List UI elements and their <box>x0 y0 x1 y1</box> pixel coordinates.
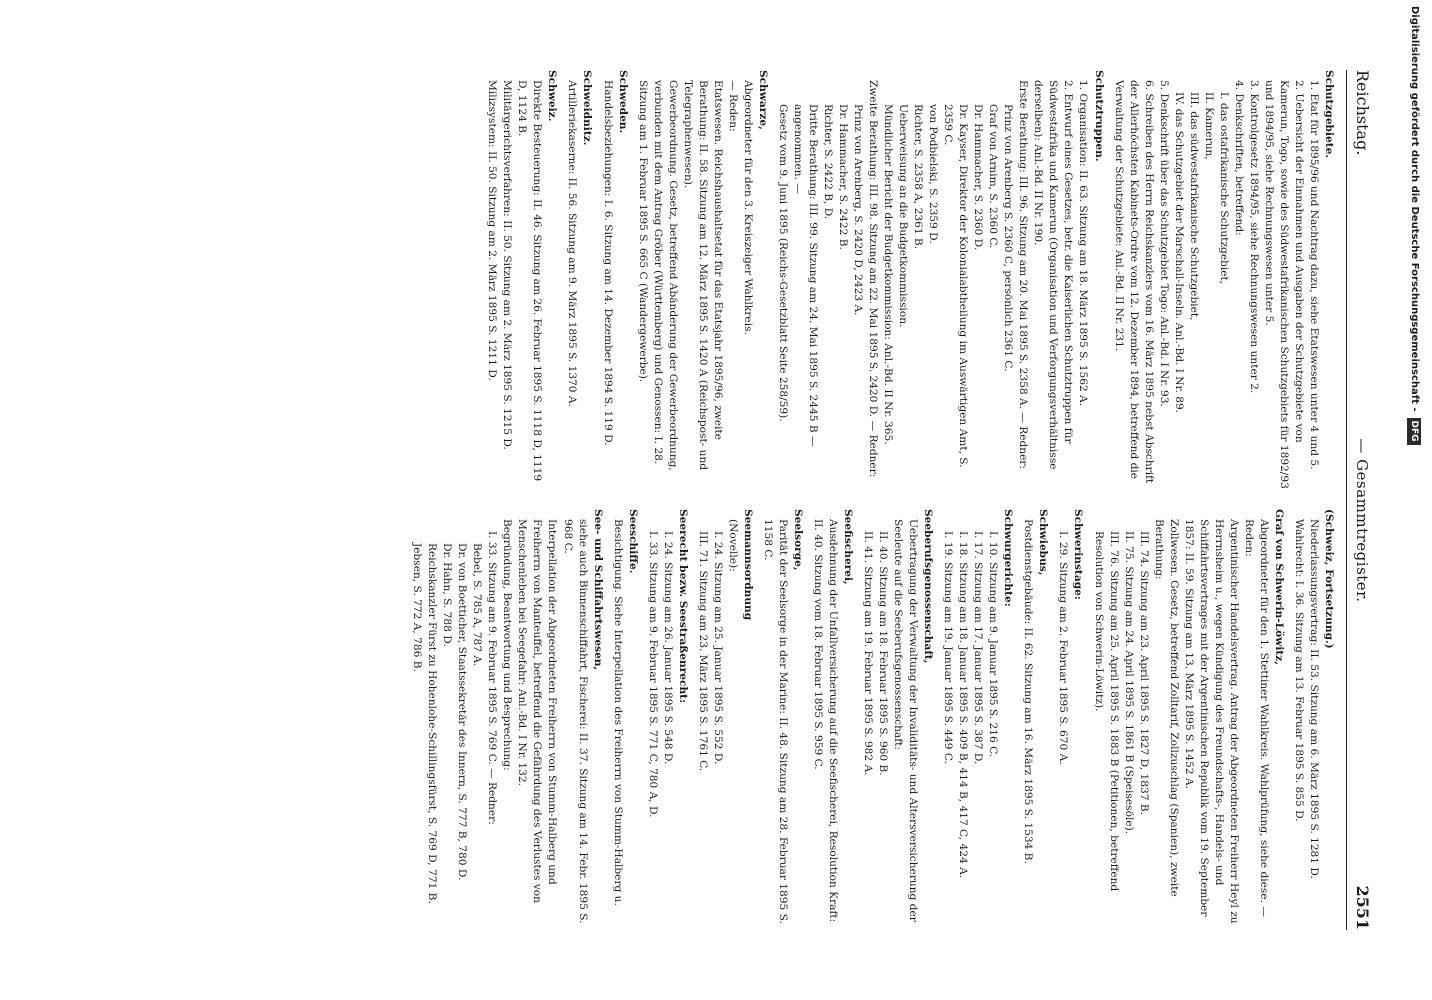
entry-headword: Schwarze, <box>756 70 769 130</box>
entry-line: Gesetz vom 9. Juni 1895 (Reichs-Gesetzblatt Seite 258/59). <box>776 104 789 422</box>
entry-headword: Schwerinstage: <box>1072 509 1085 600</box>
entry-headword: Schweidnitz. <box>581 70 594 146</box>
entry-headword: Seeschiffe. <box>626 509 639 574</box>
entry-line: (Novelle): <box>726 519 739 572</box>
index-entry <box>860 509 935 930</box>
index-column-right <box>404 509 1336 930</box>
entry-line: I. 33. Sitzung am 9. Februar 1895 S. 771 C, 780 A, D. <box>646 531 659 818</box>
entry-line: I. 19. Sitzung am 19. Januar 1895 S. 449 C. <box>942 531 955 764</box>
header-left: Reichstag. <box>1353 70 1372 156</box>
entry-headword: Schutztruppen. <box>1092 70 1105 162</box>
index-entry <box>1055 509 1085 930</box>
entry-line: Dritte Berathung: III. 99. Sitzung am 24. Mai 1895 S. 2445 B — angenommen. — <box>791 104 819 447</box>
index-entry <box>775 70 1106 491</box>
entry-line: Parität der Seelsorge in der Marine: II. 48. Sitzung am 28. Februar 1895 S. 1158 C. <box>761 519 789 924</box>
index-columns <box>404 70 1336 930</box>
index-entry <box>760 509 805 930</box>
entry-line: Prinz von Arenberg, S. 2420 D, 2423 A. <box>852 104 865 316</box>
index-entry <box>1291 509 1336 930</box>
entry-line: II. Kamerun, <box>1202 92 1215 160</box>
index-entry <box>484 70 559 491</box>
index-entry <box>635 70 770 491</box>
entry-line: Direkte Besteuerung: II. 46. Sitzung am 26. Februar 1895 S. 1118 D, 1119 D, 1124 B. <box>516 80 544 482</box>
index-entry <box>409 509 604 930</box>
entry-headword: Schwiebus, <box>1037 509 1050 576</box>
entry-headword: See- und Schiffahrtswesen, <box>591 509 604 671</box>
entry-line: Niederlassungsvertrag: II. 53. Sitzung am 6. März 1895 S. 1281 D. <box>1307 519 1320 879</box>
entry-line: 6. Schreiben des Herrn Reichskanzlers vom 16. März 1895 nebst Abschrift der Allerhöchsten Kabinets-Ordre vom 12. Dezember 1894, betreffend die Verwaltung der Schutzgebiete: Anl.-Bd. II Nr. 231. <box>1112 80 1155 484</box>
index-entry <box>810 509 855 930</box>
entry-line: Postdienstgebäude: II. 62. Sitzung am 16. März 1895 S. 1534 B. <box>1022 519 1035 864</box>
entry-line: Abgeordneter für den 1. Stettiner Wahlkreis. Wahlprüfung, siehe diese. — Reden: <box>1242 519 1270 917</box>
entry-line: II. 41. Sitzung am 19. Februar 1895 S. 982 A. <box>862 531 875 776</box>
entry-line: Dr. Kayser, Direktor der Kolonialabtheilung im Auswärtigen Amt, S. 2359 C. <box>942 104 970 468</box>
entry-line: Handelsbeziehungen: I. 6. Sitzung am 14. Dezember 1894 S. 119 D. <box>601 80 614 446</box>
entry-line: Abgeordneter für den 3. Kreiszeiger Wahlkreis. <box>741 80 754 335</box>
entry-line: Artilleriekaserne: II. 56. Sitzung am 9. März 1895 S. 1370 A. <box>566 80 579 407</box>
entry-line: Begründung, Beantwortung und Besprechung: <box>501 519 514 771</box>
entry-line: Gewerbeordnung. Gesetz, betreffend Abänderung der Gewerbeordnung, verbunden mit dem Antrag Gröber (Württemberg) und Genossen: I. 28. Sitzung am 1. Februar 1895 S. 665 C (Wandergewerbe). <box>636 80 679 471</box>
entry-line: I. 24. Sitzung am 25. Januar 1895 S. 552 D. <box>711 531 724 765</box>
entry-line: von Podbielski, S. 2359 D. <box>927 104 940 244</box>
entry-line: Ausdehnung der Unfallversicherung auf die Seefischerei, Resolution Kraft: II. 40. Sitzung vom 18. Februar 1895 S. 959 C. <box>812 519 840 923</box>
entry-headword: (Schweiz, Fortsetzung.) <box>1323 509 1335 649</box>
entry-line: III. 76. Sitzung am 25. April 1895 S. 1883 B (Petitionen, betreffend Resolution von Schwerin-Löwitz). <box>1092 531 1120 892</box>
entry-line: Dr. Hammacher, S. 2360 D. <box>972 104 985 251</box>
entry-line: I. 10. Sitzung am 9. Januar 1895 S. 216 C. <box>987 531 1000 758</box>
entry-line: 1. Etat für 1895/96 und Nachtrag dazu, siehe Etatswesen unter 4 und 5. <box>1307 80 1320 470</box>
entry-line: I. 18. Sitzung am 18. Januar 1895 S. 409 B, 414 B, 417 C, 424 A. <box>957 531 970 879</box>
entry-line: I. 33. Sitzung am 9. Februar 1895 S. 769 C. — Redner: <box>486 531 499 825</box>
entry-line: Zollwesen. Gesetz, betreffend Zolltarif, Zollzuschlag (Spanien), zweite Berathung: <box>1152 519 1180 897</box>
entry-line: Etatswesen. Reichshaushaltsetat für das Etatsjahr 1895/96, zweite Berathung: II. 58. Sitzung am 12. März 1895 S. 1420 A (Reichspost- und Telegraphenwesen). <box>681 80 724 471</box>
entry-line: Dr. Hammacher, S. 2422 B. <box>837 104 849 250</box>
entry-line: I. 17. Sitzung am 17. Januar 1895 S. 387 D. <box>972 531 985 765</box>
entry-line: Milizsystem: II. 50. Sitzung am 2. März 1895 S. 1211 D. <box>486 80 499 381</box>
entry-headword: Schweiz. <box>546 70 559 122</box>
index-entry <box>564 70 594 491</box>
index-entry <box>645 509 690 930</box>
index-entry <box>940 509 1015 930</box>
entry-headword: Schweden. <box>616 70 629 134</box>
index-entry <box>610 509 640 930</box>
entry-line: Mündlicher Bericht der Budgetkommission: Anl.-Bd. II Nr. 365. <box>882 104 895 445</box>
entry-line: Prinz von Arenberg S. 2360 C, persönlich 2361 C. <box>1002 104 1015 372</box>
index-entry <box>1111 70 1336 491</box>
entry-line: Ueberweisung an die Budgetkommission. <box>897 104 910 328</box>
entry-line: 2. Uebersicht der Einnahmen und Ausgaben der Schutzgebiete von Kamerun, Togo, sowie des Südwestafrikanischen Schutzgebiets für 1892/93 und 1894/95, siehe Rechnungswesen unter 5. <box>1262 80 1305 489</box>
index-entry <box>600 70 630 491</box>
entry-line: III. 71. Sitzung am 23. März 1895 S. 1761 C. <box>696 531 709 772</box>
entry-line: 2. Entwurf eines Gesetzes, betr. die Kaiserlichen Schutztruppen für Südwestafrika und Kamerun (Organisation und Verforgungsverhältnisse derselben): Anl.-Bd. II Nr. 190. <box>1032 80 1075 470</box>
entry-headword: Schutzgebiete. <box>1323 70 1335 159</box>
entry-headword: Seeberufsgenossenschaft, <box>922 509 935 664</box>
entry-line: Richter, S. 2422 B, D. <box>821 104 834 220</box>
entry-line: Zweite Berathung: III. 98. Sitzung am 22. Mai 1895 S. 2420 D. — Redner: <box>867 80 880 478</box>
entry-line: Argentinischer Handelsvertrag. Antrag der Abgeordneten Freiherr Heyl zu Herrnsheim u., wegen Kündigung des Freundschafts-, Handels- und Schiffahrtsvertrages mit der Argentinischen Republik vom 19. September 1857: II. 59. Sitzung am 13. März 1895 S. 1452 A. <box>1182 519 1240 924</box>
entry-line: III. 74. Sitzung am 23. April 1895 S. 1827 D, 1837 B. <box>1137 531 1150 815</box>
entry-line: siehe auch Binnenschiffahrt, Fischerei: II. 37. Sitzung am 14. Febr. 1895 S. 968 C. <box>561 519 589 924</box>
entry-line: Interpellation der Abgeordneten Freiherrn von Stumm-Halberg und Freiherrn von Manteuffel, betreffend die Gefährdung des Verlustes von Menschenleben bei Seegefahr: Anl.-Bd. I Nr. 132. <box>516 519 559 903</box>
entry-line: Richter, S. 2358 A, 2361 B. <box>912 104 925 250</box>
entry-line: Erste Berathung: III. 96. Sitzung am 20. Mai 1895 S. 2358 A. — Redner: <box>1017 80 1030 470</box>
index-entry <box>1091 509 1286 930</box>
entry-headword: Seelsorge, <box>791 509 804 571</box>
entry-line: II. 40. Sitzung am 18. Februar 1895 S. 960 B. <box>877 531 890 776</box>
entry-line: Bebel, S. 785 A, 787 A. <box>471 543 484 667</box>
entry-headword: Schwurgerichte: <box>1002 509 1015 607</box>
digitization-text: Digitalisierung gefördert durch die Deutsche Forschungsgemeinschaft - <box>1409 6 1420 412</box>
entry-line: Wahlrecht: I. 36. Sitzung am 13. Februar 1895 S. 855 D. <box>1292 519 1305 822</box>
index-column-left <box>404 70 1336 491</box>
entry-line: Dr. Hahn, S. 788 D. <box>441 543 454 647</box>
index-entry <box>695 509 755 930</box>
entry-line: Militärgerichtsverfahren: II. 50. Sitzung am 2. März 1895 S. 1215 D. <box>501 80 514 450</box>
entry-headword: Graf von Schwerin-Löwitz, <box>1272 509 1285 665</box>
entry-line: 1. Organisation: II. 63. Sitzung am 18. März 1895 S. 1562 A. <box>1077 80 1090 407</box>
page-header <box>1346 70 1372 930</box>
entry-headword: Seemannsordnung <box>741 509 754 621</box>
entry-line: I. das ostafrikanische Schutzgebiet, <box>1217 92 1230 285</box>
entry-line: Besichtigung. Siehe Interpellation des Freiherrn von Stumm-Halberg u. <box>611 519 624 906</box>
digitization-notice <box>1402 6 1426 986</box>
index-entry <box>1020 509 1050 930</box>
entry-line: 3. Kontrolgesetz 1894/95, siehe Rechnungswesen unter 2. <box>1247 80 1260 394</box>
entry-line: 4. Denkschriften, betreffend: <box>1232 80 1245 236</box>
entry-line: Graf von Arnim, S. 2360 C. <box>987 104 1000 249</box>
entry-line: I. 24. Sitzung am 26. Januar 1895 S. 548 D. <box>661 531 674 765</box>
entry-headword: Seerecht bezw. Seestraßenrecht: <box>676 509 689 703</box>
dfg-logo: DFG <box>1407 418 1421 445</box>
page-number: 2551 <box>1353 885 1372 930</box>
entry-line: — Reden: <box>726 80 739 132</box>
entry-line: IV. das Schutzgebiet der Marschall-Inseln. Anl.-Bd. I Nr. 89. <box>1172 92 1185 414</box>
entry-line: 5. Denkschrift über das Schutzgebiet Togo: Anl.-Bd. I Nr. 93. <box>1157 80 1170 407</box>
entry-line: I. 29. Sitzung am 2. Februar 1895 S. 670 A. <box>1057 531 1070 765</box>
entry-line: Uebertragung der Verwaltung der Invaliditäts- und Altersversicherung der Seeleute auf die Seeberufsgenossenschaft: <box>892 519 920 922</box>
entry-line: Jebsen, S. 772 A, 786 B. <box>411 543 424 672</box>
entry-line: Dr. von Boetticher, Staatssekretär des Innern, S. 777 B, 780 D. <box>456 543 469 881</box>
entry-line: II. 75. Sitzung am 24. April 1895 S. 1861 B (Speisesöle). <box>1122 531 1135 835</box>
entry-line: III. das südwestafrikanische Schutzgebiet, <box>1187 92 1200 321</box>
page-title: — Gesammtregister. <box>1353 438 1371 603</box>
entry-headword: Seefischerei, <box>842 509 855 585</box>
entry-line: Reichskanzler Fürst zu Hohenlohe-Schillingsfürst, S. 769 D, 771 B. <box>426 543 439 904</box>
